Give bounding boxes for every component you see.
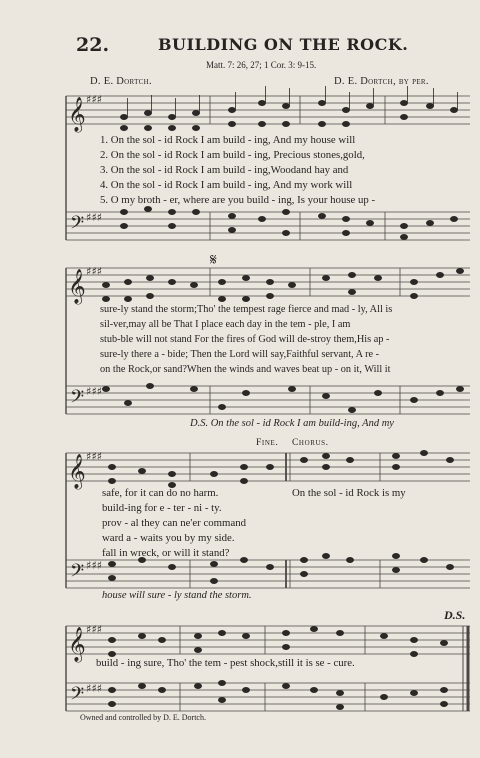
chorus-bass-text: house will sure - ly stand the storm. <box>102 590 252 601</box>
svg-text:♯♯♯: ♯♯♯ <box>86 623 102 636</box>
svg-text:𝄢: 𝄢 <box>70 387 85 412</box>
segno-sign: 𝄋 <box>210 252 217 269</box>
system4-bass-notes <box>108 680 447 709</box>
scripture-reference: Matt. 7: 26, 27; 1 Cor. 3: 9-15. <box>206 60 317 70</box>
system2-bass-staff <box>66 386 470 414</box>
system2-notes <box>102 268 463 301</box>
verse1-line: sure-ly stand the storm;Tho' the tempest rage fierce and mad - ly, All is <box>100 304 393 315</box>
verse5-line: fall in wreck, or will it stand? <box>102 547 230 559</box>
svg-text:𝄢: 𝄢 <box>70 213 85 238</box>
chorus-label: Chorus. <box>292 438 329 448</box>
svg-text:♯♯♯: ♯♯♯ <box>86 211 102 224</box>
system1-bass-notes <box>120 206 457 239</box>
fine-label: Fine. <box>256 438 279 448</box>
svg-text:♯♯♯: ♯♯♯ <box>86 93 102 106</box>
svg-text:♯♯♯: ♯♯♯ <box>86 682 102 695</box>
verse3-line: 3. On the sol - id Rock I am build - ing,Woodand hay and <box>100 164 349 176</box>
verse3-line: stub-ble will not stand For the fires of God will de-stroy them,His ap - <box>100 334 390 345</box>
system2-bass-notes <box>102 383 463 412</box>
svg-text:𝄞: 𝄞 <box>68 454 86 489</box>
system1-treble-staff <box>66 96 470 124</box>
ds-bass-text: D.S. On the sol - id Rock I am build-ing, And my <box>190 418 394 429</box>
hymn-number: 22. <box>76 34 110 56</box>
verse4-line: ward a - waits you by my side. <box>102 532 235 544</box>
verse4-line: 4. On the sol - id Rock I am build - ing, And my work will <box>100 179 353 191</box>
verse2-line: build-ing for e - ter - ni - ty. <box>102 502 222 514</box>
verse5-line: on the Rock,or sand?When the winds and waves beat up - on it, Will it <box>100 364 391 375</box>
system4-notes <box>108 626 447 656</box>
svg-text:𝄞: 𝄞 <box>68 269 86 304</box>
system3-notes <box>108 450 453 487</box>
verse2-line: 2. On the sol - id Rock I am build - ing, Precious stones,gold, <box>100 149 365 161</box>
verse3-line: prov - al they can ne'er command <box>102 517 247 529</box>
hymn-title: BUILDING ON THE ROCK. <box>158 35 409 54</box>
system3-bass-staff <box>66 560 470 588</box>
system4-bass-staff <box>66 683 470 711</box>
verse5-line: 5. O my broth - er, where are you build - ing, Is your house up - <box>100 194 376 206</box>
svg-text:𝄢: 𝄢 <box>70 684 85 709</box>
svg-text:♯♯♯: ♯♯♯ <box>86 450 102 463</box>
music-credit: D. E. Dortch, by per. <box>334 76 429 87</box>
ownership-footer: Owned and controlled by D. E. Dortch. <box>80 713 206 722</box>
svg-text:𝄞: 𝄞 <box>68 97 86 132</box>
svg-text:𝄞: 𝄞 <box>68 627 86 662</box>
chorus-line: On the sol - id Rock is my <box>292 487 406 499</box>
system4-treble-staff <box>66 626 470 654</box>
verse1-line: 1. On the sol - id Rock I am build - ing, And my house will <box>100 134 356 146</box>
svg-text:♯♯♯: ♯♯♯ <box>86 385 102 398</box>
verse1-line: safe, for it can do no harm. <box>102 487 219 499</box>
system4-lyric-line: build - ing sure, Tho' the tem - pest shock,still it is se - cure. <box>96 657 355 669</box>
svg-text:𝄢: 𝄢 <box>70 561 85 586</box>
words-credit: D. E. Dortch. <box>90 76 152 87</box>
verse4-line: sure-ly there a - bide; Then the Lord will say,Faithful servant, A re - <box>100 349 380 360</box>
ds-label: D.S. <box>444 608 466 622</box>
verse2-line: sil-ver,may all be That I place each day in the tem - ple, I am <box>100 319 351 330</box>
svg-text:♯♯♯: ♯♯♯ <box>86 265 102 278</box>
svg-text:♯♯♯: ♯♯♯ <box>86 559 102 572</box>
